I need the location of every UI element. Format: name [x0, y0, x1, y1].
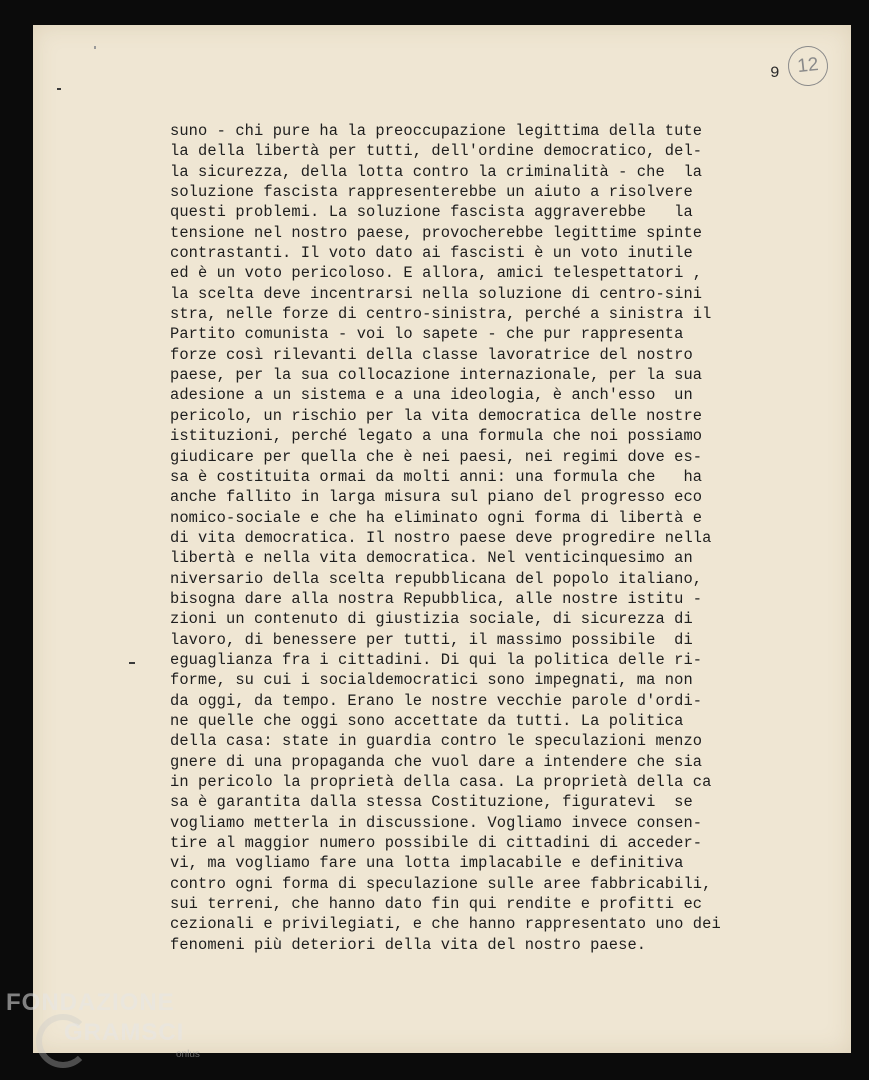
handwritten-circled-number: 12 — [786, 44, 830, 88]
text-line: tensione nel nostro paese, provocherebbe legittime spinte — [170, 223, 703, 242]
text-line: giudicare per quella che è nei paesi, nei regimi dove es- — [170, 447, 703, 466]
text-line: eguaglianza fra i cittadini. Di qui la politica delle ri- — [170, 650, 703, 669]
text-line: da oggi, da tempo. Erano le nostre vecchie parole d'ordi- — [170, 691, 703, 710]
text-line: forme, su cui i socialdemocratici sono impegnati, ma non — [170, 671, 693, 690]
text-line: gnere di una propaganda che vuol dare a intendere che sia — [170, 752, 703, 771]
watermark-line: GRAMSCI — [64, 1019, 185, 1046]
text-line: ne quelle che oggi sono accettate da tutti. La politica — [170, 711, 684, 730]
watermark-line: FONDAZIONE — [6, 989, 175, 1016]
text-line: sa è costituita ormai da molti anni: una formula che ha — [170, 467, 703, 486]
stray-mark — [129, 662, 135, 664]
stray-mark — [57, 88, 61, 90]
text-line: vi, ma vogliamo fare una lotta implacabile e definitiva — [170, 854, 684, 873]
text-line: lavoro, di benessere per tutti, il massimo possibile di — [170, 630, 693, 649]
text-line: tire al maggior numero possibile di cittadini di acceder- — [170, 834, 703, 853]
text-line: paese, per la sua collocazione internazionale, per la sua — [170, 366, 703, 385]
text-line: vogliamo metterla in discussione. Vogliamo invece consen- — [170, 813, 703, 832]
archive-watermark — [6, 988, 216, 1048]
text-line: ed è un voto pericoloso. E allora, amici telespettatori , — [170, 264, 703, 283]
text-line: suno - chi pure ha la preoccupazione legittima della tute — [170, 122, 703, 140]
text-line: sa è garantita dalla stessa Costituzione, figuratevi se — [170, 793, 693, 812]
text-line: zioni un contenuto di giustizia sociale, di sicurezza di — [170, 610, 693, 629]
text-line: contrastanti. Il voto dato ai fascisti è un voto inutile — [170, 244, 693, 263]
text-line: bisogna dare alla nostra Repubblica, alle nostre istitu - — [170, 589, 703, 608]
text-line: niversario della scelta repubblicana del popolo italiano, — [170, 569, 703, 588]
text-line: soluzione fascista rappresenterebbe un aiuto a risolvere — [170, 183, 693, 202]
text-line: della casa: state in guardia contro le speculazioni menzo — [170, 732, 703, 751]
stray-mark — [94, 46, 96, 49]
text-line: fenomeni più deteriori della vita del nostro paese. — [170, 935, 647, 954]
text-line: adesione a un sistema e a una ideologia, è anch'esso un — [170, 386, 693, 405]
text-line: nomico-sociale e che ha eliminato ogni forma di libertà e — [170, 508, 703, 527]
text-line: stra, nelle forze di centro-sinistra, perché a sinistra il — [170, 305, 712, 324]
text-line: sui terreni, che hanno dato fin qui rendite e profitti ec — [170, 895, 703, 914]
text-line: di vita democratica. Il nostro paese deve progredire nella — [170, 528, 712, 547]
text-line: questi problemi. La soluzione fascista aggraverebbe la — [170, 203, 693, 222]
text-line: istituzioni, perché legato a una formula che noi possiamo — [170, 427, 703, 446]
text-line: Partito comunista - voi lo sapete - che pur rappresenta — [170, 325, 684, 344]
text-line: in pericolo la proprietà della casa. La proprietà della ca — [170, 773, 712, 791]
text-line: contro ogni forma di speculazione sulle aree fabbricabili, — [170, 874, 712, 893]
text-line: libertà e nella vita democratica. Nel venticinquesimo an — [170, 549, 693, 568]
text-line: forze così rilevanti della classe lavoratrice del nostro — [170, 345, 693, 364]
text-line: la scelta deve incentrarsi nella soluzione di centro-sini — [170, 284, 703, 303]
text-line: anche fallito in larga misura sul piano del progresso eco — [170, 488, 703, 507]
text-line: la della libertà per tutti, dell'ordine democratico, del- — [170, 142, 703, 161]
typewritten-body — [170, 121, 790, 955]
text-line: cezionali e privilegiati, e che hanno rappresentato uno dei — [170, 915, 721, 934]
watermark-subtitle: onlus — [176, 1049, 200, 1060]
text-line: la sicurezza, della lotta contro la criminalità - che la — [170, 162, 703, 181]
page-number: 9 — [770, 64, 780, 82]
text-line: pericolo, un rischio per la vita democratica delle nostre — [170, 406, 703, 425]
